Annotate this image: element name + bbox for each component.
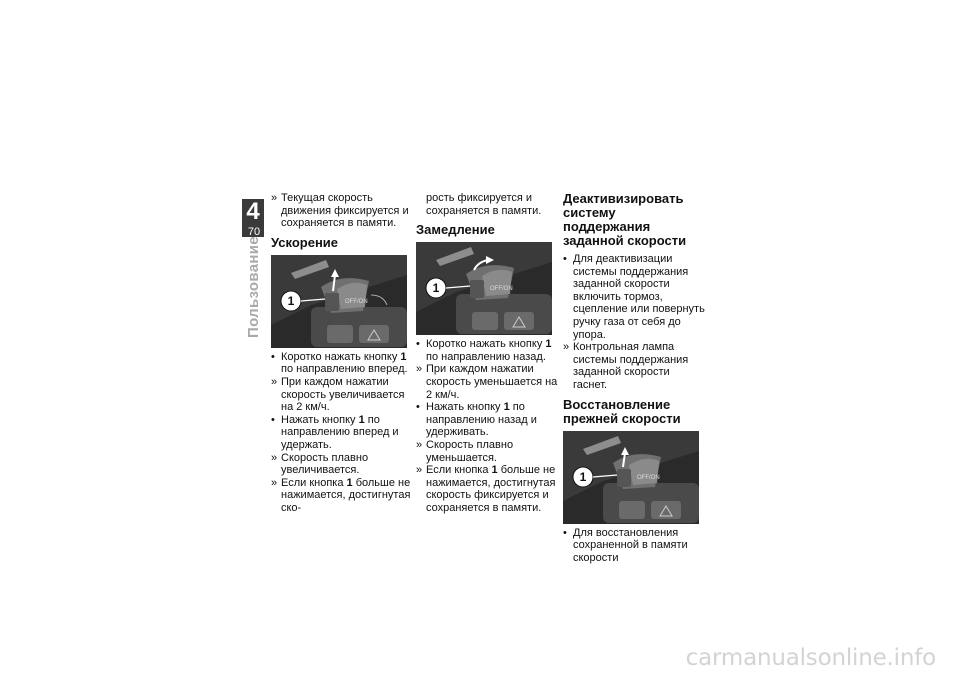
step-item: • Для деактивизации системы поддержания заданной скорости включить тормоз, сцепление или повернуть ручку газа от себя до упора. — [563, 253, 705, 341]
result-marker: » — [271, 192, 278, 204]
page-number: 70 — [247, 226, 261, 238]
heading-acceleration: Ускорение — [271, 234, 339, 250]
figure-callout-label: 1 — [432, 281, 440, 296]
step-item: • Для восстановления сохраненной в памяти скорости — [563, 526, 688, 564]
column-1 — [271, 192, 413, 515]
column-2 — [416, 192, 558, 515]
section-title: Пользование — [245, 236, 262, 338]
step-item: • Нажать кнопку 1 по направлению назад и удерживать. — [416, 401, 537, 439]
switch-label: OFF/ON — [345, 298, 368, 305]
step-item: • Нажать кнопку 1 по направлению вперед и удержать. — [271, 413, 399, 451]
switch-label: OFF/ON — [490, 286, 513, 293]
result-item: » Если кнопка 1 больше не нажимается, достигнутая ско- — [271, 476, 411, 514]
heading-deceleration: Замедление — [416, 222, 495, 238]
chapter-number: 4 — [246, 198, 260, 225]
watermark: carmanualsonline.info — [685, 645, 936, 671]
result-item: » Скорость плавно уменьшается. — [416, 438, 514, 464]
result-item: » При каждом нажатии скорость уменьшается на 2 км/ч. — [416, 363, 558, 401]
heading-restore-speed: Восстановление прежней скорости — [563, 396, 681, 426]
item-text: Текущая скорость движения фиксируется и сохраняется в памяти. — [281, 192, 409, 230]
step-item: • Коротко нажать кнопку 1 по направлению вперед. — [271, 350, 408, 376]
handlebar-switch-illustration — [563, 431, 699, 524]
figure-callout-label: 1 — [287, 293, 295, 308]
continuation-text: рость фиксируется и сохраняется в памяти. — [426, 192, 542, 217]
result-item: » Скорость плавно увеличивается. — [271, 451, 369, 477]
heading-deactivate: Деактивизировать систему поддержания заданной скорости — [563, 191, 687, 248]
figure-callout-label: 1 — [579, 469, 587, 484]
handlebar-switch-figure — [563, 431, 699, 524]
handlebar-switch-illustration — [271, 255, 407, 348]
result-item: » Контрольная лампа системы поддержания заданной скорости гаснет. — [563, 341, 689, 391]
column-3 — [563, 192, 705, 564]
handlebar-switch-figure — [416, 242, 552, 335]
switch-label: OFF/ON — [637, 474, 660, 481]
handlebar-switch-illustration — [416, 242, 552, 335]
result-item: » Если кнопка 1 больше не нажимается, достигнутая скорость фиксируется и сохраняется в памяти. — [416, 464, 556, 514]
intro-item — [271, 192, 413, 230]
result-item: » При каждом нажатии скорость увеличивается на 2 км/ч. — [271, 375, 405, 414]
handlebar-switch-figure — [271, 255, 407, 348]
step-item: • Коротко нажать кнопку 1 по направлению назад. — [416, 338, 552, 363]
